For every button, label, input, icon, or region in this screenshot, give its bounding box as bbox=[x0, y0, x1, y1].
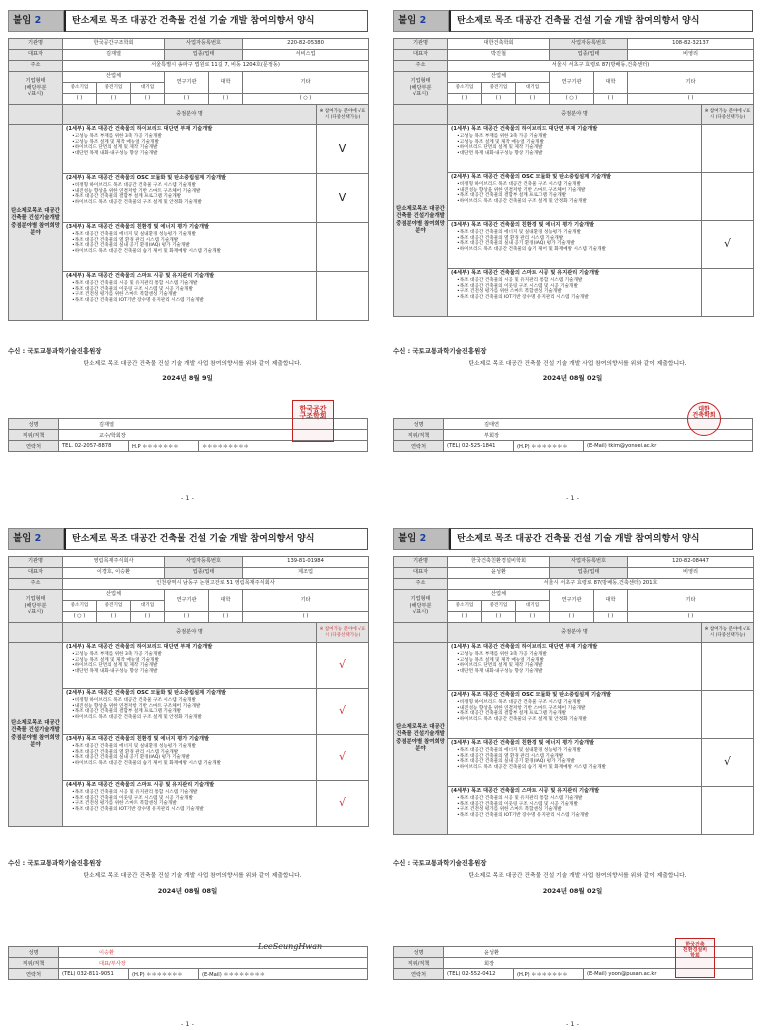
field-item: • 비정형 하이브리드 목조 대공간 건축물 구조 시스템 기술개발 bbox=[457, 700, 698, 706]
field-item: • 내진성능 향상을 위한 연결저항 기반 스마트 구조체어 기술개발 bbox=[72, 189, 313, 195]
org-name-label: 기관명 bbox=[394, 557, 448, 568]
attachment-tag bbox=[8, 528, 64, 550]
pick-header: ※ 참여가능 분야에 √표시 (다중선택가능) bbox=[317, 105, 369, 125]
orgtype-label: 기업형태 (해당부분 √표시) bbox=[394, 72, 448, 105]
field-section-title: (3세부) 목조 대공간 건축물의 친환경 및 에너지 평가 기술개발 bbox=[451, 740, 595, 746]
sme-label: 중소기업 bbox=[448, 601, 482, 612]
orgtype-label: 기업형태 (해당부분 √표시) bbox=[9, 72, 63, 105]
field-item: • 고성능 목조 설계 및 제작 매뉴얼 기술개발 bbox=[72, 658, 313, 664]
field-item: • 목조 대공간 건축물의 IOT기반 장수명 유지관리 시스템 기술개발 bbox=[457, 813, 698, 819]
univ-label: 대학 bbox=[594, 72, 628, 94]
field-item: • 하이브리드 단면의 설계 및 제작 기술개발 bbox=[457, 663, 698, 669]
org-name-label: 기관명 bbox=[9, 557, 63, 568]
position-label: 직위/직책 bbox=[394, 430, 444, 441]
field-name-header: 중점분야 명 bbox=[63, 105, 317, 125]
orgtype-checkbox[interactable]: ( ) bbox=[482, 94, 516, 105]
signatory-position: 부회장 bbox=[444, 430, 753, 441]
field-item: • 대단면 목재 내화·내구성능 향상 기술개발 bbox=[457, 669, 698, 675]
orgtype-checkbox[interactable]: ( ) bbox=[594, 612, 628, 623]
research-label: 연구기관 bbox=[550, 590, 594, 612]
field-item: • 대단면 목재 내화·내구성능 향상 기술개발 bbox=[72, 151, 313, 157]
industry-label: 산업체 bbox=[448, 590, 550, 601]
bizno-label: 사업자등록번호 bbox=[165, 39, 243, 50]
field-item: • 목조 대공간 건축물의 열 환경 관리 시스템 기술개발 bbox=[457, 236, 698, 242]
field-item: • 목조 대공간 건축물의 에너지 및 실내환경 성능평가 기술개발 bbox=[457, 748, 698, 754]
field-item: • 구조 건전성 평가를 위한 스마트 복합센싱 기술개발 bbox=[457, 289, 698, 295]
address-label: 주소 bbox=[394, 61, 448, 72]
field-item: • 목조 대공간 건축물의 이웃링 구조 시스템 및 시공 기술개발 bbox=[72, 287, 313, 293]
contact-tel: TEL. 02-2057-8878 bbox=[59, 441, 129, 452]
sme-label: 중소기업 bbox=[63, 601, 97, 612]
recipient: 수신 : 국토교통과학기술진흥원장 bbox=[8, 347, 102, 355]
orgtype-checkbox[interactable]: ( ) bbox=[516, 612, 550, 623]
field-section bbox=[448, 643, 702, 691]
midsize-label: 중견기업 bbox=[97, 83, 131, 94]
signatory-name: 이승환 bbox=[59, 947, 368, 958]
bizno-label: 사업자등록번호 bbox=[550, 39, 628, 50]
orgtype-checkbox[interactable]: ( ) bbox=[550, 612, 594, 623]
participation-checkbox[interactable]: √ bbox=[317, 643, 369, 689]
field-item: • 목조 대공간 건축물의 실내 공기 환경(IAQ) 평가 기술개발 bbox=[457, 759, 698, 765]
contact-tel: (TEL) 032-811-9051 bbox=[59, 969, 129, 980]
page-number: - 1 - bbox=[181, 494, 194, 502]
official-seal: 대한 건축학회 bbox=[687, 402, 721, 436]
orgtype-checkbox[interactable]: ( ) bbox=[165, 612, 209, 623]
form-title: 탄소제로 목조 대공간 건축물 건설 기술 개발 참여의향서 양식 bbox=[449, 528, 753, 550]
contact-hp: (H.P) ＊＊＊＊＊＊＊ bbox=[129, 969, 199, 980]
page-number: - 1 - bbox=[566, 1020, 579, 1028]
field-item: • 고성능 목조 설계 및 제작 매뉴얼 기술개발 bbox=[72, 140, 313, 146]
attachment-tag-number: 2 bbox=[419, 533, 427, 544]
field-item: • 목조 대공간 건축물의 결합부 설계 프로그램 기술개발 bbox=[72, 709, 313, 715]
field-item: • 하이브리드 단면의 설계 및 제작 기술개발 bbox=[72, 145, 313, 151]
field-item: • 목조 대공간 건축물의 IOT기반 장수명 유지관리 시스템 기술개발 bbox=[72, 298, 313, 304]
contact-email: ＊＊＊＊＊＊＊＊＊ bbox=[199, 441, 368, 452]
participation-checkbox[interactable] bbox=[702, 787, 754, 835]
biztype-label: 업종/업태 bbox=[165, 568, 243, 579]
address: 서울시 서초구 효령로 87(방배동,건축센터) bbox=[448, 61, 754, 72]
field-item: • 비정형 하이브리드 목조 대공간 건축물 구조 시스템 기술개발 bbox=[72, 183, 313, 189]
orgtype-label: 기업형태 (해당부분 √표시) bbox=[9, 590, 63, 623]
participation-checkbox[interactable] bbox=[702, 643, 754, 691]
field-item: • 목조 대공간 건축물의 시공 및 유지관리 통합 시스템 기술개발 bbox=[72, 790, 313, 796]
bizno: 120-82-08447 bbox=[628, 557, 754, 568]
field-name-header: 중점분야 명 bbox=[448, 623, 702, 643]
signatory-position: 대표/부사장 bbox=[59, 958, 368, 969]
field-item: • 목조 대공간 건축물의 이웃링 구조 시스템 및 시공 기술개발 bbox=[457, 284, 698, 290]
form-header bbox=[393, 10, 753, 32]
field-item: • 하이브리드 목조 대공간 건축물의 습기 제어 및 화재예방 시스템 기술개발 bbox=[457, 247, 698, 253]
field-item: • 고성능 목조 부재를 위한 3축 가공 기술개발 bbox=[457, 652, 698, 658]
orgtype-checkbox[interactable]: ( ) bbox=[131, 612, 165, 623]
field-section-title: (1세부) 목조 대공간 건축물의 하이브리드 대단면 부재 기술개발 bbox=[66, 644, 213, 650]
recipient: 수신 : 국토교통과학기술진흥원장 bbox=[393, 859, 487, 867]
contact-email: (E-Mail) tkim@yonsei.ac.kr bbox=[584, 441, 753, 452]
representative: 윤성환 bbox=[448, 568, 550, 579]
field-section-title: (2세부) 목조 대공간 건축물의 OSC 모듈화 및 탄소중립설계 기술개발 bbox=[66, 690, 227, 696]
field-item: • 목조 대공간 건축물의 이웃링 구조 시스템 및 시공 기술개발 bbox=[457, 802, 698, 808]
contact-label: 연락처 bbox=[9, 969, 59, 980]
org-name: 대한건축학회 bbox=[448, 39, 550, 50]
intent-label: 탄소제로목조 대공간건축물 건설기술개발 중점분야별 참여희망분야 bbox=[394, 125, 448, 317]
field-item: • 하이브리드 목조 대공간 건축물의 습기 제어 및 화재예방 시스템 기술개발 bbox=[72, 761, 313, 767]
field-item: • 목조 대공간 건축물의 열 환경 관리 시스템 기술개발 bbox=[72, 750, 313, 756]
orgtype-checkbox[interactable]: ( ) bbox=[63, 94, 97, 105]
biztype: 제조업 bbox=[243, 568, 369, 579]
page-number: - 1 - bbox=[566, 494, 579, 502]
contact-tel: (TEL) 02-525-1841 bbox=[444, 441, 514, 452]
orgtype-checkbox[interactable]: ( ) bbox=[131, 94, 165, 105]
submission-statement: 탄소제로 목조 대공간 건축물 건설 기술 개발 사업 참여의향서를 위와 같이 제출합니다. bbox=[83, 873, 302, 879]
field-section bbox=[63, 223, 317, 272]
other-label: 기타 bbox=[243, 590, 369, 612]
attachment-tag bbox=[393, 528, 449, 550]
field-section bbox=[63, 781, 317, 827]
signatory-name: 김태연 bbox=[444, 419, 753, 430]
field-section bbox=[63, 643, 317, 689]
submission-date: 2024년 8월 9일 bbox=[162, 374, 213, 382]
attachment-tag-label: 붙임 bbox=[398, 533, 417, 544]
field-section-title: (1세부) 목조 대공간 건축물의 하이브리드 대단면 부재 기술개발 bbox=[451, 126, 598, 132]
form-header bbox=[8, 528, 368, 550]
page-number: - 1 - bbox=[181, 1020, 194, 1028]
field-item: • 하이브리드 목조 대공간 건축물의 습기 제어 및 화재예방 시스템 기술개발 bbox=[457, 765, 698, 771]
field-section-title: (4세부) 목조 대공간 건축물의 스마트 시공 및 유지관리 기술개발 bbox=[66, 273, 215, 279]
submission-date: 2024년 08월 02일 bbox=[542, 887, 603, 895]
midsize-label: 중견기업 bbox=[97, 601, 131, 612]
contact-label: 연락처 bbox=[394, 969, 444, 980]
research-label: 연구기관 bbox=[550, 72, 594, 94]
address-label: 주소 bbox=[9, 579, 63, 590]
field-section-title: (4세부) 목조 대공간 건축물의 스마트 시공 및 유지관리 기술개발 bbox=[66, 782, 215, 788]
large-label: 대기업 bbox=[131, 83, 165, 94]
field-item: • 목조 대공간 건축물의 실내 공기 환경(IAQ) 평가 기술개발 bbox=[72, 755, 313, 761]
attachment-tag-label: 붙임 bbox=[398, 15, 417, 26]
field-section bbox=[448, 269, 702, 317]
orgtype-checkbox[interactable]: ( ) bbox=[628, 612, 754, 623]
industry-label: 산업체 bbox=[448, 72, 550, 83]
participation-checkbox[interactable] bbox=[702, 691, 754, 739]
attachment-tag bbox=[8, 10, 64, 32]
field-item: • 하이브리드 목조 대공간 건축물의 구조 설계 및 안정화 기술개발 bbox=[72, 715, 313, 721]
participation-checkbox[interactable] bbox=[702, 125, 754, 173]
field-item: • 목조 대공간 건축물의 결합부 설계 프로그램 기술개발 bbox=[457, 193, 698, 199]
application-table bbox=[393, 38, 754, 317]
univ-label: 대학 bbox=[209, 590, 243, 612]
biztype: 비영리 bbox=[628, 50, 754, 61]
position-label: 직위/직책 bbox=[394, 958, 444, 969]
bizno: 139-81-01984 bbox=[243, 557, 369, 568]
biztype-label: 업종/업태 bbox=[550, 568, 628, 579]
name-label: 성명 bbox=[9, 947, 59, 958]
field-section bbox=[448, 787, 702, 835]
sme-label: 중소기업 bbox=[63, 83, 97, 94]
representative-label: 대표자 bbox=[9, 568, 63, 579]
field-item: • 목조 대공간 건축물의 열 환경 관리 시스템 기술개발 bbox=[457, 754, 698, 760]
address: 서울시 서초구 효령로 87(방배동,건축센터) 201호 bbox=[448, 579, 754, 590]
field-item: • 하이브리드 단면의 설계 및 제작 기술개발 bbox=[457, 145, 698, 151]
field-item: • 하이브리드 목조 대공간 건축물의 구조 설계 및 안정화 기술개발 bbox=[457, 199, 698, 205]
contact-tel: (TEL) 02-552-0412 bbox=[444, 969, 514, 980]
form-title: 탄소제로 목조 대공간 건축물 건설 기술 개발 참여의향서 양식 bbox=[64, 10, 368, 32]
field-section-title: (2세부) 목조 대공간 건축물의 OSC 모듈화 및 탄소중립설계 기술개발 bbox=[66, 175, 227, 181]
pick-header: ※ 참여가능 분야에 √표시 (다중선택가능) bbox=[317, 623, 369, 643]
participation-checkbox[interactable]: √ bbox=[702, 739, 754, 787]
submission-statement: 탄소제로 목조 대공간 건축물 건설 기술 개발 사업 참여의향서를 위와 같이 제출합니다. bbox=[468, 361, 687, 367]
signatory-position: 회장 bbox=[444, 958, 753, 969]
orgtype-checkbox[interactable]: ( ) bbox=[482, 612, 516, 623]
univ-label: 대학 bbox=[594, 590, 628, 612]
signatory-name: 윤성환 bbox=[444, 947, 753, 958]
orgtype-checkbox[interactable]: ( ) bbox=[628, 94, 754, 105]
field-name-header: 중점분야 명 bbox=[448, 105, 702, 125]
address-label: 주소 bbox=[394, 579, 448, 590]
biztype-label: 업종/업태 bbox=[165, 50, 243, 61]
application-table bbox=[8, 556, 369, 827]
field-item: • 목조 대공간 건축물의 결합부 설계 프로그램 기술개발 bbox=[72, 194, 313, 200]
form-header bbox=[8, 10, 368, 32]
participation-checkbox[interactable]: V bbox=[317, 174, 369, 223]
org-name: 한국공간구조학회 bbox=[63, 39, 165, 50]
address: 인천광역시 남동구 논현고잔로 51 영림목재주식회사 bbox=[63, 579, 369, 590]
field-section bbox=[448, 173, 702, 221]
field-item: • 대단면 목재 내화·내구성능 향상 기술개발 bbox=[457, 151, 698, 157]
org-name-label: 기관명 bbox=[394, 39, 448, 50]
attachment-tag-label: 붙임 bbox=[13, 533, 32, 544]
official-seal: 한국건축 친환경설비 학회 bbox=[675, 938, 715, 978]
intent-label: 탄소제로목조 대공간건축물 건설기술개발 중점분야별 참여희망분야 bbox=[9, 125, 63, 321]
orgtype-checkbox[interactable]: ( ) bbox=[448, 612, 482, 623]
biztype: 비영리 bbox=[628, 568, 754, 579]
field-item: • 목조 대공간 건축물의 IOT기반 장수명 유지관리 시스템 기술개발 bbox=[457, 295, 698, 301]
field-item: • 목조 대공간 건축물의 실내 공기 환경(IAQ) 평가 기술개발 bbox=[457, 241, 698, 247]
intent-label: 탄소제로목조 대공간건축물 건설기술개발 중점분야별 참여희망분야 bbox=[9, 643, 63, 827]
participation-checkbox[interactable]: √ bbox=[702, 221, 754, 269]
representative-label: 대표자 bbox=[394, 568, 448, 579]
field-section-title: (1세부) 목조 대공간 건축물의 하이브리드 대단면 부재 기술개발 bbox=[451, 644, 598, 650]
field-section bbox=[448, 691, 702, 739]
midsize-label: 중견기업 bbox=[482, 83, 516, 94]
name-label: 성명 bbox=[9, 419, 59, 430]
orgtype-checkbox[interactable]: ( ○ ) bbox=[243, 94, 369, 105]
field-item: • 목조 대공간 건축물의 시공 및 유지관리 통합 시스템 기술개발 bbox=[72, 281, 313, 287]
intent-label: 탄소제로목조 대공간건축물 건설기술개발 중점분야별 참여희망분야 bbox=[394, 643, 448, 835]
contact-hp: (H.P) ＊＊＊＊＊＊＊ bbox=[514, 969, 584, 980]
field-item: • 목조 대공간 건축물의 시공 및 유지관리 통합 시스템 기술개발 bbox=[457, 278, 698, 284]
field-item: • 목조 대공간 건축물의 실내 공기 환경(IAQ) 평가 기술개발 bbox=[72, 243, 313, 249]
industry-label: 산업체 bbox=[63, 590, 165, 601]
signatory-name: 김재열 bbox=[59, 419, 368, 430]
field-item: • 하이브리드 목조 대공간 건축물의 습기 제어 및 화재예방 시스템 기술개발 bbox=[72, 249, 313, 255]
attachment-tag bbox=[393, 10, 449, 32]
representative: 박진철 bbox=[448, 50, 550, 61]
field-item: • 고성능 목조 설계 및 제작 매뉴얼 기술개발 bbox=[457, 658, 698, 664]
field-item: • 고성능 목조 부재를 위한 3축 가공 기술개발 bbox=[72, 652, 313, 658]
position-label: 직위/직책 bbox=[9, 430, 59, 441]
other-label: 기타 bbox=[628, 72, 754, 94]
field-item: • 목조 대공간 건축물의 이웃링 구조 시스템 및 시공 기술개발 bbox=[72, 796, 313, 802]
recipient: 수신 : 국토교통과학기술진흥원장 bbox=[393, 347, 487, 355]
pick-header: ※ 참여가능 분야에 √표시 (다중선택가능) bbox=[702, 623, 754, 643]
contact-label: 연락처 bbox=[9, 441, 59, 452]
orgtype-label: 기업형태 (해당부분 √표시) bbox=[394, 590, 448, 623]
field-item: • 고성능 목조 부재를 위한 3축 가공 기술개발 bbox=[457, 134, 698, 140]
submission-date: 2024년 08월 08일 bbox=[157, 887, 218, 895]
participation-checkbox[interactable] bbox=[317, 272, 369, 321]
orgtype-checkbox[interactable]: ( ) bbox=[209, 612, 243, 623]
other-label: 기타 bbox=[628, 590, 754, 612]
field-item: • 비정형 하이브리드 목조 대공간 건축물 구조 시스템 기술개발 bbox=[457, 182, 698, 188]
attachment-tag-number: 2 bbox=[34, 15, 42, 26]
participation-checkbox[interactable]: √ bbox=[317, 689, 369, 735]
representative: 김재열 bbox=[63, 50, 165, 61]
field-item: • 하이브리드 목조 대공간 건축물의 구조 설계 및 안정화 기술개발 bbox=[457, 717, 698, 723]
biztype-label: 업종/업태 bbox=[550, 50, 628, 61]
field-item: • 비정형 하이브리드 목조 대공간 건축물 구조 시스템 기술개발 bbox=[72, 698, 313, 704]
field-section bbox=[63, 174, 317, 223]
form-title: 탄소제로 목조 대공간 건축물 건설 기술 개발 참여의향서 양식 bbox=[64, 528, 368, 550]
field-section bbox=[63, 735, 317, 781]
field-item: • 목조 대공간 건축물의 결합부 설계 프로그램 기술개발 bbox=[457, 711, 698, 717]
biztype: 서비스업 bbox=[243, 50, 369, 61]
industry-label: 산업체 bbox=[63, 72, 165, 83]
field-section-title: (1세부) 목조 대공간 건축물의 하이브리드 대단면 부재 기술개발 bbox=[66, 126, 213, 132]
org-name: 한국건축친환경설비학회 bbox=[448, 557, 550, 568]
contact-hp: (H.P) ＊＊＊＊＊＊＊ bbox=[514, 441, 584, 452]
field-item: • 구조 건전성 평가를 위한 스마트 복합센싱 기술개발 bbox=[72, 801, 313, 807]
field-section-title: (4세부) 목조 대공간 건축물의 스마트 시공 및 유지관리 기술개발 bbox=[451, 270, 600, 276]
representative-label: 대표자 bbox=[394, 50, 448, 61]
attachment-tag-number: 2 bbox=[419, 15, 427, 26]
large-label: 대기업 bbox=[131, 601, 165, 612]
field-item: • 목조 대공간 건축물의 열 환경 관리 시스템 기술개발 bbox=[72, 238, 313, 244]
research-label: 연구기관 bbox=[165, 590, 209, 612]
field-section bbox=[448, 125, 702, 173]
field-item: • 목조 대공간 건축물의 에너지 및 실내환경 성능평가 기술개발 bbox=[72, 232, 313, 238]
field-item: • 대단면 목재 내화·내구성능 향상 기술개발 bbox=[72, 669, 313, 675]
contact-email: (E-Mail) yoon@pusan.ac.kr bbox=[584, 969, 753, 980]
field-item: • 내진성능 향상을 위한 연결저항 기반 스마트 구조체어 기술개발 bbox=[457, 188, 698, 194]
form-header bbox=[393, 528, 753, 550]
large-label: 대기업 bbox=[516, 83, 550, 94]
field-section bbox=[448, 221, 702, 269]
bizno-label: 사업자등록번호 bbox=[550, 557, 628, 568]
sme-label: 중소기업 bbox=[448, 83, 482, 94]
name-label: 성명 bbox=[394, 947, 444, 958]
field-section bbox=[63, 689, 317, 735]
position-label: 직위/직책 bbox=[9, 958, 59, 969]
contact-label: 연락처 bbox=[394, 441, 444, 452]
field-item: • 내진성능 향상을 위한 연결저항 기반 스마트 구조체어 기술개발 bbox=[457, 706, 698, 712]
recipient: 수신 : 국토교통과학기술진흥원장 bbox=[8, 859, 102, 867]
field-item: • 목조 대공간 건축물의 시공 및 유지관리 통합 시스템 기술개발 bbox=[457, 796, 698, 802]
field-section bbox=[448, 739, 702, 787]
field-name-header: 중점분야 명 bbox=[63, 623, 317, 643]
application-table bbox=[8, 38, 369, 321]
participation-checkbox[interactable]: V bbox=[317, 125, 369, 174]
submission-statement: 탄소제로 목조 대공간 건축물 건설 기술 개발 사업 참여의향서를 위와 같이 제출합니다. bbox=[468, 873, 687, 879]
address-label: 주소 bbox=[9, 61, 63, 72]
application-table bbox=[393, 556, 754, 835]
orgtype-checkbox[interactable]: ( ○ ) bbox=[63, 612, 97, 623]
orgtype-checkbox[interactable]: ( ) bbox=[594, 94, 628, 105]
field-item: • 목조 대공간 건축물의 IOT기반 장수명 유지관리 시스템 기술개발 bbox=[72, 807, 313, 813]
orgtype-checkbox[interactable]: ( ) bbox=[243, 612, 369, 623]
bizno-label: 사업자등록번호 bbox=[165, 557, 243, 568]
orgtype-checkbox[interactable]: ( ) bbox=[209, 94, 243, 105]
field-section bbox=[63, 272, 317, 321]
orgtype-checkbox[interactable]: ( ) bbox=[448, 94, 482, 105]
attachment-tag-number: 2 bbox=[34, 533, 42, 544]
contact-hp: H.P ＊＊＊＊＊＊＊ bbox=[129, 441, 199, 452]
name-label: 성명 bbox=[394, 419, 444, 430]
contact-email: (E-Mail) ＊＊＊＊＊＊＊＊ bbox=[199, 969, 368, 980]
other-label: 기타 bbox=[243, 72, 369, 94]
participation-checkbox[interactable] bbox=[317, 223, 369, 272]
address: 서울특별시 송파구 법원로 11길 7, 비동 1204호(문정동) bbox=[63, 61, 369, 72]
field-section-title: (3세부) 목조 대공간 건축물의 친환경 및 에너지 평가 기술개발 bbox=[66, 736, 210, 742]
midsize-label: 중견기업 bbox=[482, 601, 516, 612]
pick-header: ※ 참여가능 분야에 √표시 (다중선택가능) bbox=[702, 105, 754, 125]
signatory-position: 교수/학회장 bbox=[59, 430, 368, 441]
orgtype-checkbox[interactable]: ( ) bbox=[165, 94, 209, 105]
field-item: • 구조 건전성 평가를 위한 스마트 복합센싱 기술개발 bbox=[457, 807, 698, 813]
univ-label: 대학 bbox=[209, 72, 243, 94]
field-section-title: (2세부) 목조 대공간 건축물의 OSC 모듈화 및 탄소중립설계 기술개발 bbox=[451, 692, 612, 698]
research-label: 연구기관 bbox=[165, 72, 209, 94]
orgtype-checkbox[interactable]: ( ) bbox=[97, 94, 131, 105]
bizno: 220-82-05380 bbox=[243, 39, 369, 50]
orgtype-checkbox[interactable]: ( ○ ) bbox=[550, 94, 594, 105]
participation-checkbox[interactable] bbox=[702, 173, 754, 221]
field-section-title: (3세부) 목조 대공간 건축물의 친환경 및 에너지 평가 기술개발 bbox=[451, 222, 595, 228]
org-name-label: 기관명 bbox=[9, 39, 63, 50]
orgtype-checkbox[interactable]: ( ) bbox=[97, 612, 131, 623]
field-item: • 목조 대공간 건축물의 에너지 및 실내환경 성능평가 기술개발 bbox=[457, 230, 698, 236]
field-item: • 목조 대공간 건축물의 에너지 및 실내환경 성능평가 기술개발 bbox=[72, 744, 313, 750]
submission-statement: 탄소제로 목조 대공간 건축물 건설 기술 개발 사업 참여의향서를 위와 같이 제출합니다. bbox=[83, 361, 302, 367]
field-section bbox=[63, 125, 317, 174]
field-item: • 구조 건전성 평가를 위한 스마트 복합센싱 기술개발 bbox=[72, 292, 313, 298]
org-name: 영림목재주식회사 bbox=[63, 557, 165, 568]
orgtype-checkbox[interactable]: ( ) bbox=[516, 94, 550, 105]
field-item: • 고성능 목조 부재를 위한 3축 가공 기술개발 bbox=[72, 134, 313, 140]
field-item: • 하이브리드 단면의 설계 및 제작 기술개발 bbox=[72, 663, 313, 669]
field-section-title: (4세부) 목조 대공간 건축물의 스마트 시공 및 유지관리 기술개발 bbox=[451, 788, 600, 794]
field-section-title: (3세부) 목조 대공간 건축물의 친환경 및 에너지 평가 기술개발 bbox=[66, 224, 210, 230]
participation-checkbox[interactable] bbox=[702, 269, 754, 317]
participation-checkbox[interactable]: √ bbox=[317, 735, 369, 781]
attachment-tag-label: 붙임 bbox=[13, 15, 32, 26]
field-section-title: (2세부) 목조 대공간 건축물의 OSC 모듈화 및 탄소중립설계 기술개발 bbox=[451, 174, 612, 180]
representative-label: 대표자 bbox=[9, 50, 63, 61]
large-label: 대기업 bbox=[516, 601, 550, 612]
form-title: 탄소제로 목조 대공간 건축물 건설 기술 개발 참여의향서 양식 bbox=[449, 10, 753, 32]
signature: LeeSeungHwan bbox=[258, 942, 323, 951]
representative: 이경호, 이승환 bbox=[63, 568, 165, 579]
field-item: • 고성능 목조 설계 및 제작 매뉴얼 기술개발 bbox=[457, 140, 698, 146]
participation-checkbox[interactable]: √ bbox=[317, 781, 369, 827]
submission-date: 2024년 08월 02일 bbox=[542, 374, 603, 382]
field-item: • 하이브리드 목조 대공간 건축물의 구조 설계 및 안정화 기술개발 bbox=[72, 200, 313, 206]
official-seal: 한국공간 구조학회 bbox=[292, 400, 334, 442]
field-item: • 내진성능 향상을 위한 연결저항 기반 스마트 구조체어 기술개발 bbox=[72, 704, 313, 710]
bizno: 108-82-32137 bbox=[628, 39, 754, 50]
